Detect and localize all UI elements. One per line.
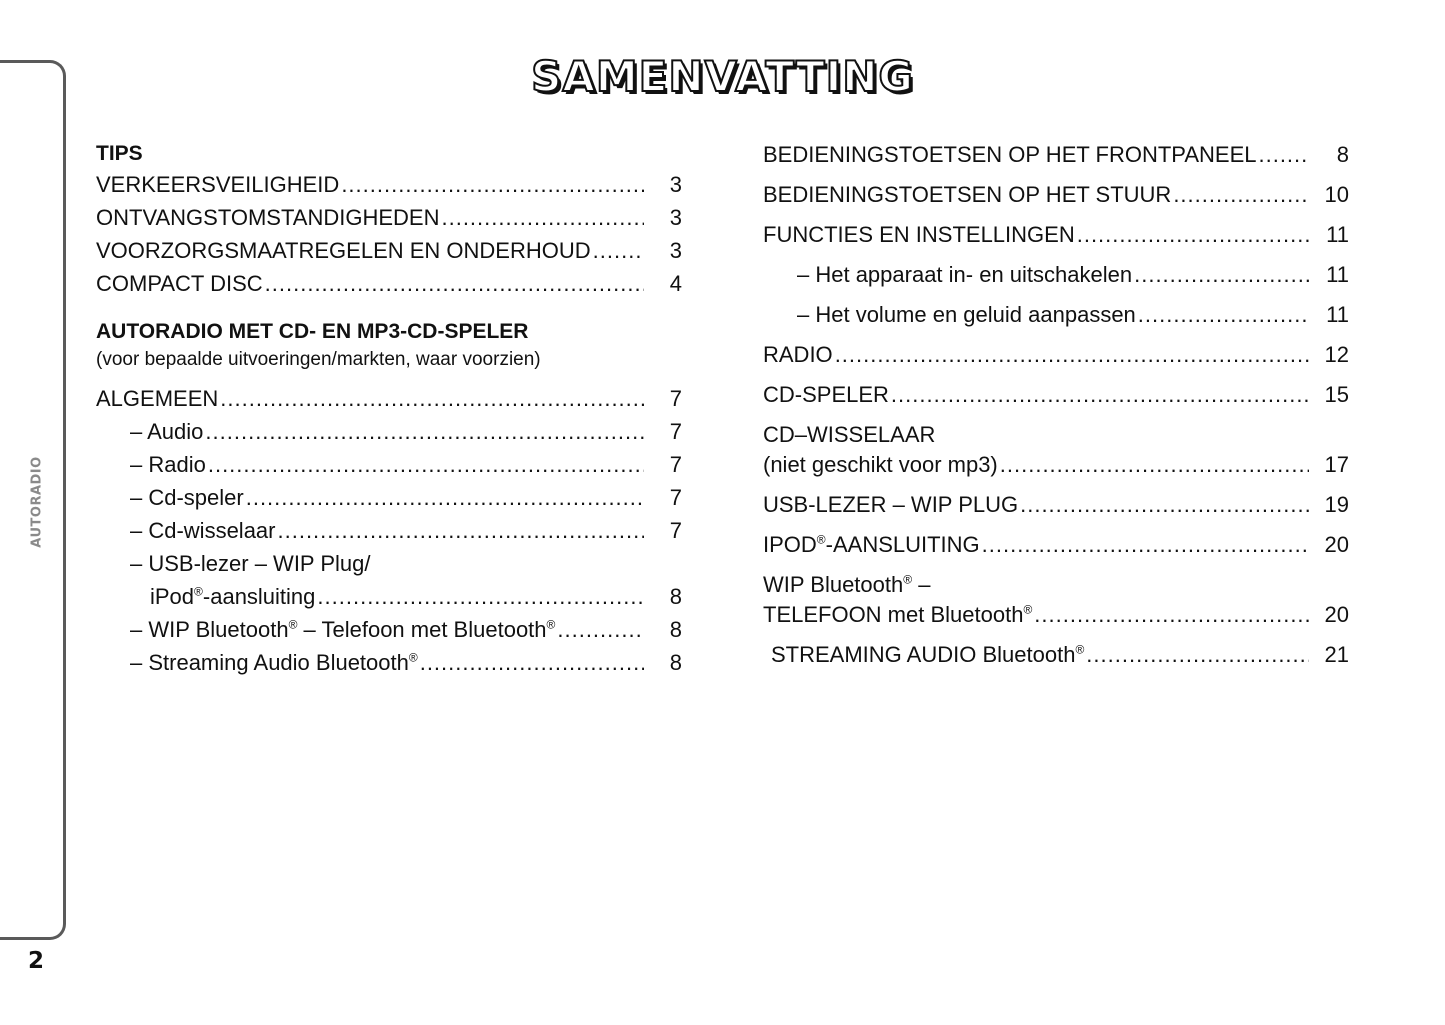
toc-entry-algemeen[interactable]: ALGEMEEN ..... 7: [96, 382, 682, 415]
autoradio-heading: AUTORADIO MET CD- EN MP3-CD-SPELER: [96, 320, 529, 343]
toc-entry-ipod[interactable]: IPOD®-AANSLUITING ..... 20: [763, 530, 1349, 560]
toc-entry-voorzorgsmaatregelen[interactable]: VOORZORGSMAATREGELEN EN ONDERHOUD ..... 3: [96, 234, 682, 267]
tips-heading: TIPS: [96, 142, 143, 165]
toc-entry-streaming-audio-right[interactable]: STREAMING AUDIO Bluetooth® ..... 21: [763, 640, 1349, 670]
toc-entry-functies[interactable]: FUNCTIES EN INSTELLINGEN ..... 11: [763, 220, 1349, 250]
toc-entry-ontvangstomstandigheden[interactable]: ONTVANGSTOMSTANDIGHEDEN ..... 3: [96, 201, 682, 234]
autoradio-note: (voor bepaalde uitvoeringen/markten, waar voorzien): [96, 349, 541, 370]
toc-entry-stuur[interactable]: BEDIENINGSTOETSEN OP HET STUUR ..... 10: [763, 180, 1349, 210]
toc-entry-usb-lezer[interactable]: – USB-lezer – WIP Plug/ iPod®-aansluiting ..... 8: [96, 547, 682, 613]
toc-entry-compact-disc[interactable]: COMPACT DISC ..... 4: [96, 267, 682, 300]
toc-entry-streaming-audio[interactable]: – Streaming Audio Bluetooth® ..... 8: [96, 646, 682, 679]
toc-entry-wip-bluetooth[interactable]: – WIP Bluetooth® – Telefoon met Bluetooth® ..... 8: [96, 613, 682, 646]
toc-entry-cd-wisselaar[interactable]: – Cd-wisselaar ..... 7: [96, 514, 682, 547]
toc-entry-wip-telefoon[interactable]: WIP Bluetooth® – TELEFOON met Bluetooth® ..... 20: [763, 570, 1349, 630]
toc-entry-cd-speler[interactable]: – Cd-speler ..... 7: [96, 481, 682, 514]
toc-entry-in-uitschakelen[interactable]: – Het apparaat in- en uitschakelen ..... 11: [763, 260, 1349, 290]
page-number: 2: [28, 948, 45, 974]
toc-entry-usb-lezer-right[interactable]: USB-LEZER – WIP PLUG ..... 19: [763, 490, 1349, 520]
section-label: AUTORADIO: [29, 456, 45, 548]
toc-left-column: [96, 140, 682, 679]
page-title: SAMENVATTING: [531, 52, 914, 101]
toc-entry-radio-right[interactable]: RADIO ..... 12: [763, 340, 1349, 370]
toc-entry-radio[interactable]: – Radio ..... 7: [96, 448, 682, 481]
toc-entry-cd-speler-right[interactable]: CD-SPELER ..... 15: [763, 380, 1349, 410]
toc-entry-cd-wisselaar-right[interactable]: CD–WISSELAAR (niet geschikt voor mp3) ..... 17: [763, 420, 1349, 480]
toc-right-column: [763, 140, 1349, 670]
toc-entry-audio[interactable]: – Audio ..... 7: [96, 415, 682, 448]
toc-entry-volume[interactable]: – Het volume en geluid aanpassen ..... 11: [763, 300, 1349, 330]
toc-entry-frontpaneel[interactable]: BEDIENINGSTOETSEN OP HET FRONTPANEEL ..... 8: [763, 140, 1349, 170]
toc-entry-verkeersveiligheid[interactable]: VERKEERSVEILIGHEID ..... 3: [96, 168, 682, 201]
